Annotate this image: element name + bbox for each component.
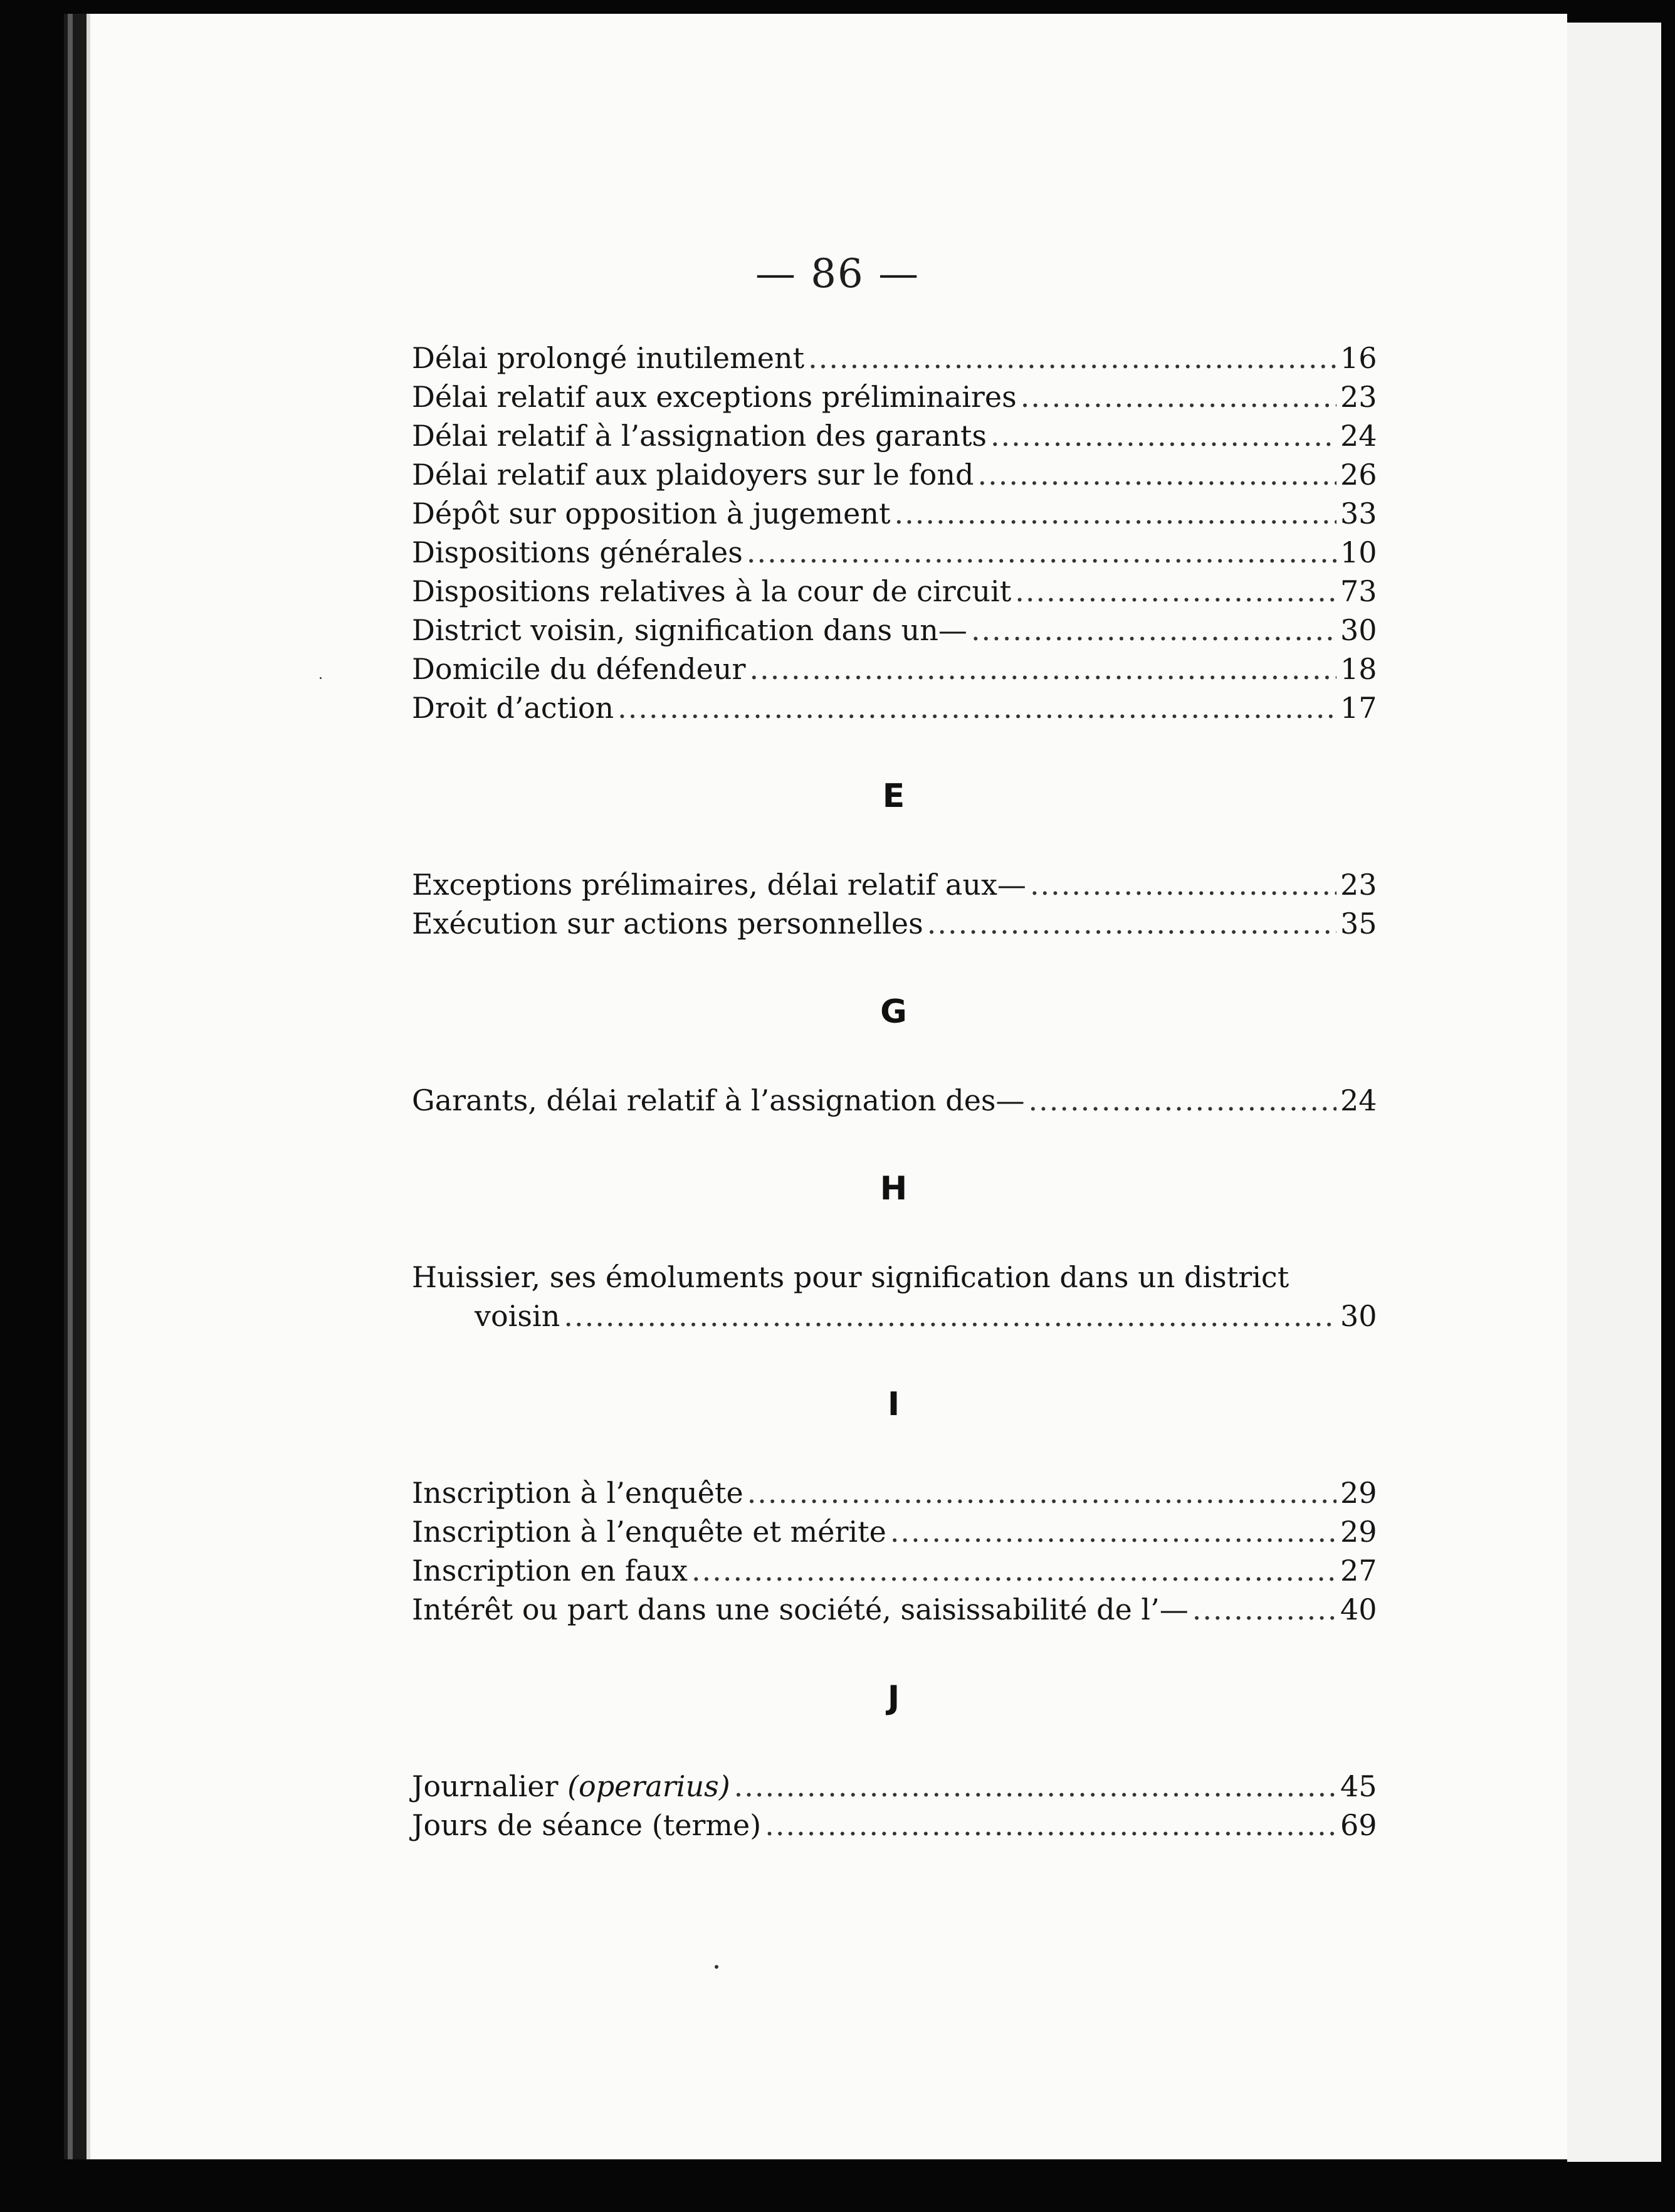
dot-leader [990, 416, 1336, 455]
entry-label: Inscription à l’enquête et mérite [412, 1515, 886, 1549]
index-entry [412, 688, 1375, 727]
section-heading: E [882, 777, 905, 815]
index-entry [412, 339, 1375, 377]
entry-page: 16 [1340, 341, 1377, 375]
index-entry [412, 572, 1375, 611]
dot-leader [1192, 1590, 1336, 1629]
dot-leader [1021, 377, 1336, 416]
entry-label-latin: (operarius) [567, 1769, 730, 1803]
entry-page: 17 [1340, 691, 1377, 725]
dot-leader [691, 1551, 1336, 1590]
entry-label: Inscription à l’enquête [412, 1476, 743, 1510]
dot-leader [971, 611, 1336, 650]
section-heading: G [880, 993, 907, 1031]
dot-leader [808, 339, 1336, 377]
index-entry [412, 1767, 1375, 1806]
entry-label: Délai relatif aux exceptions préliminaires [412, 380, 1017, 414]
index-entry [412, 1590, 1375, 1629]
index-group-e [412, 727, 1375, 943]
index-entry [412, 1258, 1375, 1335]
index-entry [412, 1806, 1375, 1845]
scan-speck [715, 1965, 718, 1969]
entry-label: Délai prolongé inutilement [412, 341, 805, 375]
dot-leader [765, 1806, 1336, 1845]
entry-label: Domicile du défendeur [412, 652, 746, 686]
dot-leader [1030, 865, 1336, 904]
index-group-i [412, 1335, 1375, 1629]
entry-page: 33 [1340, 497, 1377, 530]
entry-page: 29 [1340, 1476, 1377, 1510]
entry-page: 29 [1340, 1515, 1377, 1549]
entry-label: Intérêt ou part dans une société, saisissabilité de l’— [412, 1593, 1189, 1626]
index-entry [412, 865, 1375, 904]
entry-page: 45 [1340, 1769, 1377, 1803]
entry-label: Exécution sur actions personnelles [412, 907, 923, 940]
entry-page: 24 [1340, 1083, 1377, 1117]
index-entry [412, 416, 1375, 455]
dot-leader [890, 1512, 1336, 1551]
entry-label: Jours de séance (terme) [412, 1808, 762, 1842]
dot-leader [1029, 1081, 1336, 1120]
entry-label: Dispositions relatives à la cour de circuit [412, 574, 1012, 608]
entry-page: 30 [1340, 613, 1377, 647]
index-group-d [412, 339, 1375, 727]
index-entry [412, 611, 1375, 650]
dot-leader [895, 494, 1337, 533]
entry-label: District voisin, signification dans un— [412, 613, 967, 647]
index-entry [412, 1081, 1375, 1120]
dot-leader [747, 1473, 1336, 1512]
index-entry [412, 1473, 1375, 1512]
index-entry [412, 377, 1375, 416]
dot-leader [977, 455, 1336, 494]
entry-page: 23 [1340, 868, 1377, 902]
index-entry [412, 1551, 1375, 1590]
index-entry [412, 533, 1375, 572]
entry-label: Exceptions prélimaires, délai relatif aux— [412, 868, 1026, 902]
entry-page: 18 [1340, 652, 1377, 686]
section-heading: H [880, 1170, 908, 1208]
index-group-g [412, 943, 1375, 1120]
index-entry [412, 455, 1375, 494]
entry-label-continuation: voisin [475, 1299, 560, 1333]
entry-label: Dispositions générales [412, 535, 743, 569]
section-heading: I [887, 1386, 900, 1423]
entry-page: 26 [1340, 458, 1377, 492]
entry-label: Huissier, ses émoluments pour signification dans un district [412, 1260, 1289, 1294]
index-entry [412, 494, 1375, 533]
page-number: — 86 — [755, 251, 920, 297]
entry-page: 27 [1340, 1554, 1377, 1588]
entry-label [412, 1767, 730, 1806]
entry-page: 30 [1340, 1299, 1377, 1333]
entry-page: 23 [1340, 380, 1377, 414]
scan-border [0, 2162, 1675, 2212]
entry-page: 69 [1340, 1808, 1377, 1842]
entry-label: Droit d’action [412, 691, 614, 725]
entry-label: Délai relatif aux plaidoyers sur le fond [412, 458, 974, 492]
index-entry [412, 1512, 1375, 1551]
dot-leader [1015, 572, 1336, 611]
entry-page: 10 [1340, 535, 1377, 569]
index-list [412, 339, 1375, 1845]
entry-label: Inscription en faux [412, 1554, 688, 1588]
section-heading: J [887, 1679, 900, 1717]
entry-page: 73 [1340, 574, 1377, 608]
dot-leader [734, 1767, 1336, 1806]
index-entry [412, 904, 1375, 943]
entry-page: 35 [1340, 907, 1377, 940]
scan-speck [320, 677, 322, 679]
entry-label: Dépôt sur opposition à jugement [412, 497, 891, 530]
dot-leader [564, 1297, 1336, 1335]
entry-label: Garants, délai relatif à l’assignation des— [412, 1083, 1025, 1117]
facing-page-edge [1567, 23, 1661, 2167]
entry-page: 40 [1340, 1593, 1377, 1626]
index-entry [412, 650, 1375, 688]
dot-leader [749, 650, 1336, 688]
dot-leader [927, 904, 1336, 943]
entry-label: Délai relatif à l’assignation des garants [412, 419, 987, 453]
dot-leader [747, 533, 1336, 572]
entry-page: 24 [1340, 419, 1377, 453]
dot-leader [617, 688, 1336, 727]
index-group-h [412, 1120, 1375, 1335]
entry-continuation-line [412, 1297, 1375, 1335]
index-group-j [412, 1629, 1375, 1845]
entry-label-main: Journalier [412, 1769, 559, 1803]
